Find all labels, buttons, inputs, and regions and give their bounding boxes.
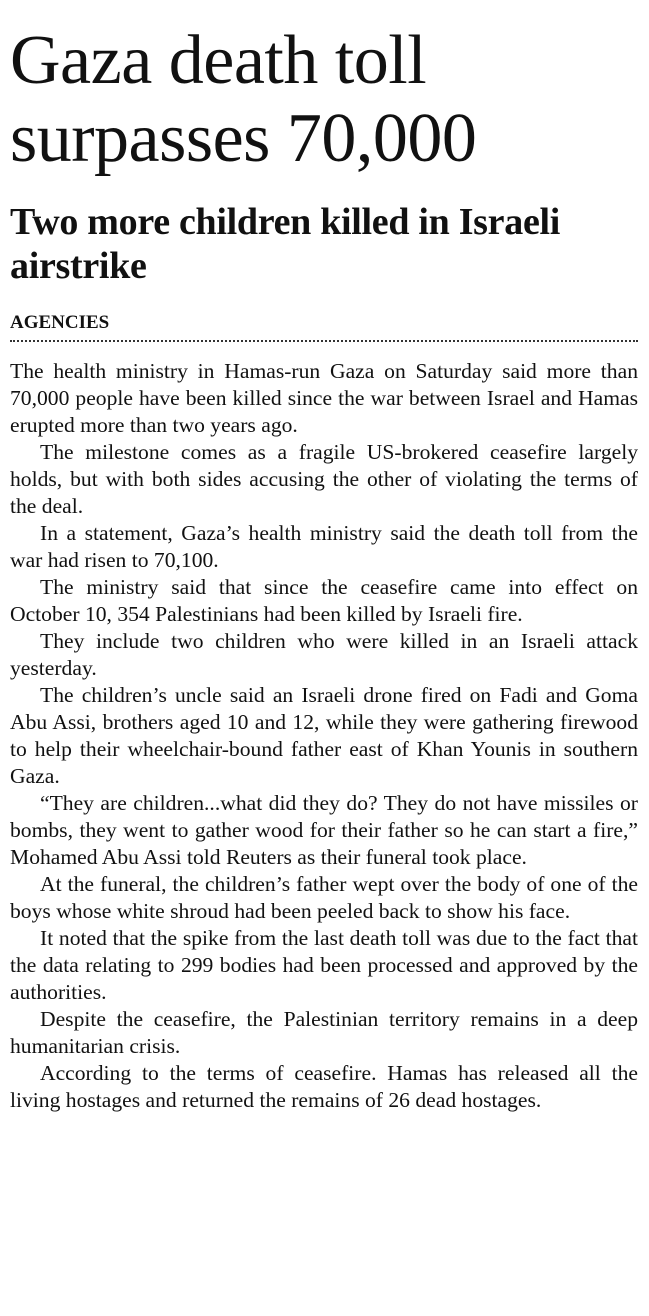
paragraph: The ministry said that since the ceasefire came into effect on October 10, 354 Palestinians had been killed by Israeli fire. <box>10 575 638 626</box>
paragraph: The children’s uncle said an Israeli drone fired on Fadi and Goma Abu Assi, brothers aged 10 and 12, while they were gathering firewood to help their wheelchair-bound father east of Khan Younis in southern Gaza. <box>10 683 638 788</box>
paragraph: At the funeral, the children’s father wept over the body of one of the boys whose white shroud had been peeled back to show his face. <box>10 872 638 923</box>
paragraph: It noted that the spike from the last death toll was due to the fact that the data relating to 299 bodies had been processed and approved by the authorities. <box>10 926 638 1004</box>
news-article <box>10 0 638 1114</box>
article-body <box>10 358 638 1114</box>
paragraph: The milestone comes as a fragile US-brokered ceasefire largely holds, but with both sides accusing the other of violating the terms of the deal. <box>10 440 638 518</box>
byline: AGENCIES <box>10 312 110 333</box>
paragraph: Despite the ceasefire, the Palestinian territory remains in a deep humanitarian crisis. <box>10 1007 638 1058</box>
paragraph: The health ministry in Hamas-run Gaza on Saturday said more than 70,000 people have been killed since the war between Israel and Hamas erupted more than two years ago. <box>10 359 638 437</box>
paragraph: In a statement, Gaza’s health ministry said the death toll from the war had risen to 70,100. <box>10 521 638 572</box>
dotted-divider <box>10 340 638 342</box>
paragraph: According to the terms of ceasefire. Hamas has released all the living hostages and returned the remains of 26 dead hostages. <box>10 1061 638 1112</box>
subheadline: Two more children killed in Israeli airstrike <box>10 201 561 287</box>
paragraph: They include two children who were killed in an Israeli attack yesterday. <box>10 629 638 680</box>
paragraph: “They are children...what did they do? They do not have missiles or bombs, they went to gather wood for their father so he can start a fire,” Mohamed Abu Assi told Reuters as their funeral took place. <box>10 791 638 869</box>
headline: Gaza death toll surpasses 70,000 <box>10 22 477 177</box>
